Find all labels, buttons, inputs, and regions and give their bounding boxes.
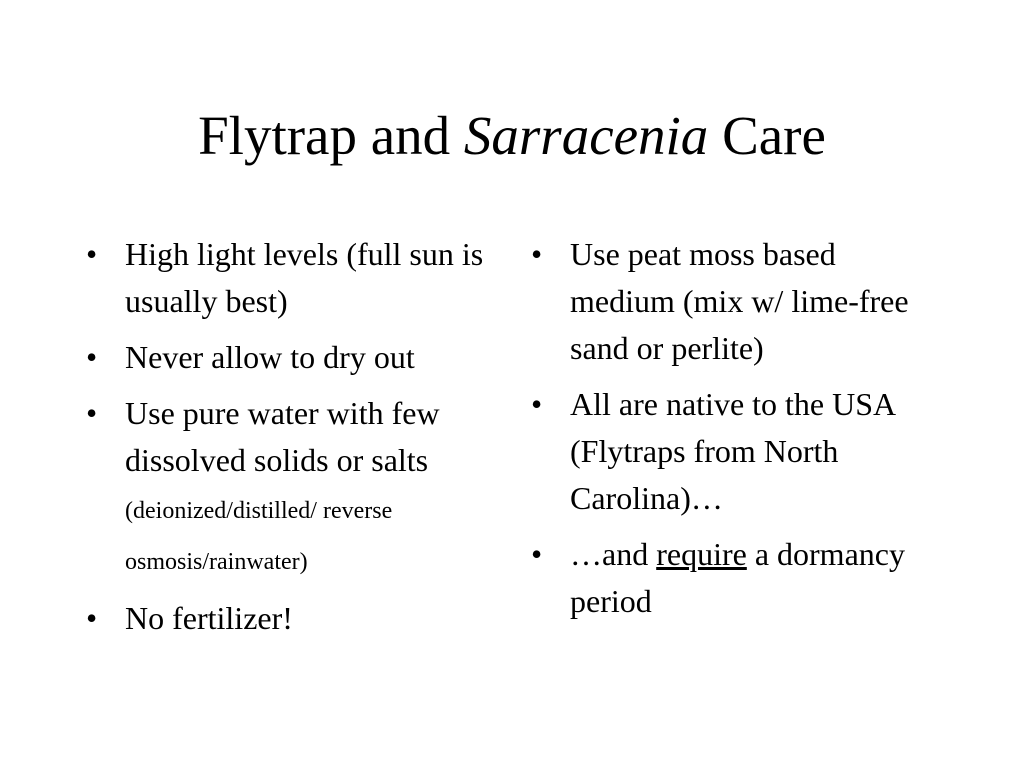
list-item xyxy=(82,390,504,586)
right-bullet-list xyxy=(527,231,947,634)
title-prefix: Flytrap and xyxy=(198,105,464,166)
bullet-text-start: …and xyxy=(570,536,657,572)
title-suffix: Care xyxy=(708,105,826,166)
bullet-text: Use peat moss based medium (mix w/ lime-free sand or perlite) xyxy=(570,236,909,366)
bullet-text: Use pure water with few dissolved solids or salts xyxy=(125,395,440,478)
underlined-word: require xyxy=(656,536,747,572)
bullet-note: (deionized/distilled/ reverse osmosis/rainwater) xyxy=(125,498,393,575)
bullet-icon: • xyxy=(531,536,543,572)
list-item xyxy=(82,334,504,381)
bullet-icon: • xyxy=(86,600,98,636)
bullet-text-end: a dormancy period xyxy=(570,536,905,619)
list-item xyxy=(82,595,504,642)
bullet-text: All are native to the USA (Flytraps from North Carolina)… xyxy=(570,386,895,516)
list-item xyxy=(527,231,947,372)
bullet-icon: • xyxy=(531,236,543,272)
bullet-text: High light levels (full sun is usually best) xyxy=(125,236,484,319)
list-item xyxy=(527,531,947,625)
title-italic-genus: Sarracenia xyxy=(463,105,709,166)
list-item xyxy=(527,381,947,522)
bullet-icon: • xyxy=(86,339,98,375)
bullet-icon: • xyxy=(86,395,98,431)
left-bullet-list xyxy=(82,231,504,651)
bullet-text: No fertilizer! xyxy=(125,600,293,636)
bullet-icon: • xyxy=(86,236,98,272)
bullet-icon: • xyxy=(531,386,543,422)
list-item xyxy=(82,231,504,325)
bullet-text: Never allow to dry out xyxy=(125,339,415,375)
slide-title xyxy=(0,103,1024,169)
